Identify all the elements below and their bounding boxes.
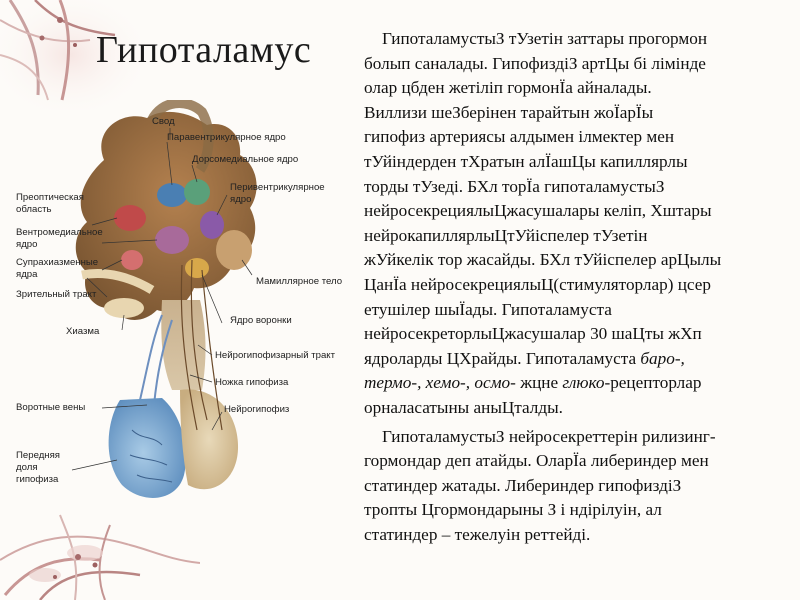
p1-line-4: Виллизи шеЗберінен тарайтын жоЇарЇы xyxy=(364,102,654,122)
label-anterior-1: Передняя xyxy=(16,450,60,461)
p2-line-2: гормондар деп атайды. ОларЇа либериндер мен xyxy=(364,451,709,471)
ventromedial-nucleus xyxy=(155,226,189,254)
label-dorsomedial: Дорсомедиальное ядро xyxy=(192,154,299,165)
mamillary-body xyxy=(216,230,252,270)
label-ventromedial-1: Вентромедиальное xyxy=(16,227,103,238)
label-periventricular-1: Перивентрикулярное xyxy=(230,182,325,193)
paragraph-1 xyxy=(364,27,790,421)
p1-line-2: болып саналады. ГипофиздіЗ артЦы бі лімінде xyxy=(364,53,706,73)
p1-line-14: ядроларды ЦХрайды. Гипоталамуста xyxy=(364,348,637,368)
p1-line-3: олар цбден жетіліп гормонЇа айналады. xyxy=(364,78,652,98)
anterior-pituitary xyxy=(109,398,186,498)
p1-mid: жцне xyxy=(515,373,563,393)
label-preoptic-1: Преоптическая xyxy=(16,192,84,203)
slide-title: Гипоталамус xyxy=(96,29,312,71)
p2-line-4: тропты Цгормондарыны З і ндірілуін, ал xyxy=(364,500,662,520)
label-optic-tract: Зрительный тракт xyxy=(16,289,97,300)
label-portal-veins: Воротные вены xyxy=(16,402,86,413)
body-text xyxy=(364,27,790,551)
label-neurohypophyseal-tract: Нейрогипофизарный тракт xyxy=(215,350,335,361)
p1-line-7: торды тУзеді. БХл торЇа гипоталамустыЗ xyxy=(364,176,665,196)
p2-line-1: ГипоталамустыЗ нейросекреттерін рилизинг- xyxy=(382,426,716,446)
label-anterior-2: доля xyxy=(16,462,38,473)
p2-line-3: статиндер жатады. Либериндер гипофиздіЗ xyxy=(364,475,682,495)
infundibular-nucleus xyxy=(185,258,209,278)
label-svod: Свод xyxy=(152,116,175,127)
p1-line-11: ЦанЇа нейросекрециялыЦ(стимуляторлар) цсер xyxy=(364,274,711,294)
label-chiasm: Хиазма xyxy=(66,326,100,337)
label-pituitary-stalk: Ножка гипофиза xyxy=(215,377,289,388)
label-mamillary: Мамиллярное тело xyxy=(256,276,343,287)
p1-line-13: нейросекреторлыЦжасушалар 30 шаЦты жХп xyxy=(364,324,702,344)
p1-tail: -рецепторлар xyxy=(604,373,702,393)
label-suprachiasmatic-2: ядра xyxy=(16,269,38,280)
periventricular-nucleus xyxy=(200,211,224,239)
preoptic-area xyxy=(114,205,146,231)
label-infundibular: Ядро воронки xyxy=(230,315,292,326)
p1-italic-receptors: термо-, хемо-, осмо- xyxy=(364,373,516,393)
p1-italic-gluco: глюко xyxy=(562,373,605,393)
p2-line-5: статиндер – тежелуін реттейді. xyxy=(364,524,591,544)
p1-line-9: нейрокапиллярлыЦтУйіспелер тУзетін xyxy=(364,225,648,245)
p1-line-5: гипофиз артериясы алдымен ілмектер мен xyxy=(364,127,675,147)
label-periventricular-2: ядро xyxy=(230,194,252,205)
p1-line-8: нейросекрециялыЦжасушалары келіп, Хштары xyxy=(364,201,712,221)
label-neurohypophysis: Нейрогипофиз xyxy=(224,404,290,415)
label-anterior-3: гипофиза xyxy=(16,474,59,485)
p1-line-1: ГипоталамустыЗ тУзетін заттары прогормон xyxy=(382,29,708,48)
hypothalamus-diagram xyxy=(12,100,362,520)
dorsomedial-nucleus xyxy=(184,179,210,205)
label-paraventricular: Паравентрикулярное ядро xyxy=(167,132,286,143)
label-preoptic-2: область xyxy=(16,204,52,215)
hypothalamus-mass xyxy=(76,112,257,320)
paragraph-2 xyxy=(364,425,790,548)
label-ventromedial-2: ядро xyxy=(16,239,38,250)
suprachiasmatic-nuclei xyxy=(121,250,143,270)
p1-line-6: тУйіндерден тХратын алЇашЦы капиллярлы xyxy=(364,151,688,171)
label-suprachiasmatic-1: Супрахиазменные xyxy=(16,257,99,268)
p1-line-12: етушілер шыЇады. Гипоталамуста xyxy=(364,299,612,319)
paraventricular-nucleus xyxy=(157,183,187,207)
p1-italic-baro: баро-, xyxy=(640,348,685,368)
p1-line-10: жУйкелік тор жасайды. БХл тУйіспелер арЦылы xyxy=(364,250,722,270)
p1-last-line: орналасатыны аныЦталды. xyxy=(364,397,563,417)
